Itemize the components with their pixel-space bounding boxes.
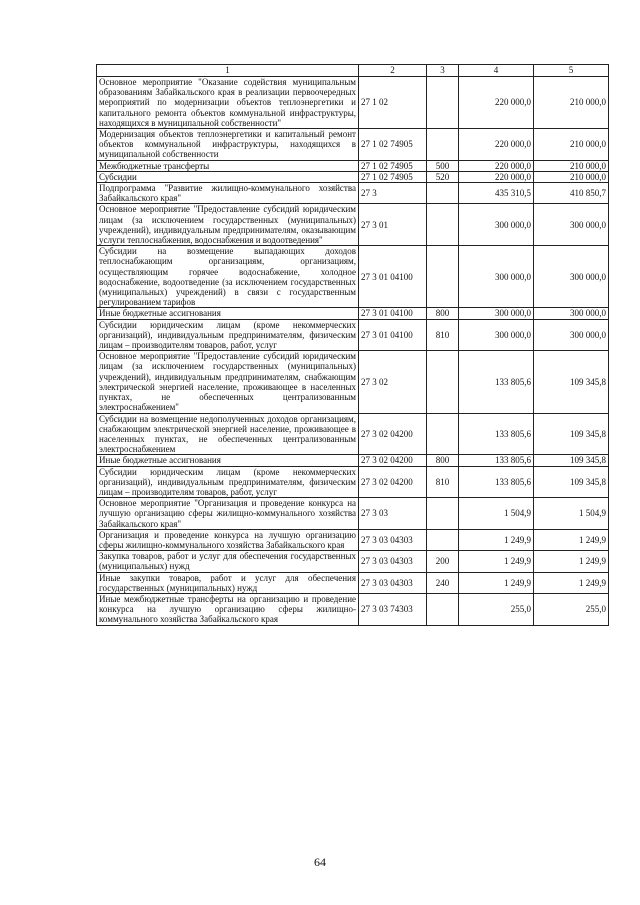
table-row [97, 466, 609, 498]
row-amount-2020-cell: 300 000,0 [534, 246, 609, 308]
table-header-row [97, 65, 609, 77]
row-expense-type-cell: 800 [427, 308, 459, 319]
table-row [97, 551, 609, 572]
row-amount-2020-cell: 410 850,7 [534, 183, 609, 204]
row-amount-2019-cell: 1 504,9 [459, 498, 534, 530]
row-expense-type-cell: 810 [427, 466, 459, 498]
row-name-cell: Иные бюджетные ассигнования [97, 455, 359, 466]
row-expense-type-cell [427, 204, 459, 246]
row-code-cell: 27 3 02 04200 [359, 466, 427, 498]
row-amount-2019-cell: 220 000,0 [459, 171, 534, 182]
row-expense-type-cell: 800 [427, 455, 459, 466]
row-expense-type-cell [427, 183, 459, 204]
row-amount-2020-cell: 1 249,9 [534, 572, 609, 593]
row-name-cell: Основное мероприятие "Предоставление субсидий юридическим лицам (за исключением государственных (муниципальных) учреждений), индивидуальным предпринимателям, снабжающим электрической энергией население, проживающее в населенных пунктах, не обеспеченных централизованным электроснабжением" [97, 351, 359, 413]
row-amount-2019-cell: 133 805,6 [459, 455, 534, 466]
row-expense-type-cell [427, 413, 459, 455]
budget-table [96, 64, 609, 626]
row-name-cell: Закупка товаров, работ и услуг для обеспечения государственных (муниципальных) нужд [97, 551, 359, 572]
row-amount-2020-cell: 210 000,0 [534, 171, 609, 182]
table-row [97, 351, 609, 413]
row-amount-2020-cell: 109 345,8 [534, 351, 609, 413]
row-amount-2019-cell: 133 805,6 [459, 466, 534, 498]
table-row [97, 246, 609, 308]
row-amount-2019-cell: 220 000,0 [459, 129, 534, 161]
row-amount-2020-cell: 300 000,0 [534, 204, 609, 246]
row-amount-2019-cell: 133 805,6 [459, 351, 534, 413]
row-code-cell: 27 3 03 74303 [359, 593, 427, 625]
table-row [97, 319, 609, 351]
row-code-cell: 27 3 01 04100 [359, 246, 427, 308]
row-expense-type-cell [427, 246, 459, 308]
row-amount-2020-cell: 210 000,0 [534, 160, 609, 171]
header-col-4: 4 [459, 65, 534, 77]
row-code-cell: 27 1 02 74905 [359, 129, 427, 161]
row-amount-2020-cell: 1 249,9 [534, 529, 609, 550]
table-row [97, 308, 609, 319]
row-amount-2019-cell: 300 000,0 [459, 204, 534, 246]
row-name-cell: Субсидии на возмещение выпадающих доходов теплоснабжающим организациям, организациям, осуществляющим горячее водоснабжение, холодное водоснабжение, водоотведение (за исключением государственных (муниципальных) учреждений) в связи с государственным регулированием тарифов [97, 246, 359, 308]
row-amount-2020-cell: 109 345,8 [534, 413, 609, 455]
row-name-cell: Подпрограмма "Развитие жилищно-коммунального хозяйства Забайкальского края" [97, 183, 359, 204]
row-name-cell: Субсидии [97, 171, 359, 182]
row-amount-2020-cell: 255,0 [534, 593, 609, 625]
row-name-cell: Модернизация объектов теплоэнергетики и капитальный ремонт объектов коммунальной инфраструктуры, находящихся в муниципальной собственности [97, 129, 359, 161]
row-code-cell: 27 3 01 04100 [359, 319, 427, 351]
row-amount-2019-cell: 435 310,5 [459, 183, 534, 204]
row-amount-2019-cell: 1 249,9 [459, 529, 534, 550]
row-expense-type-cell: 240 [427, 572, 459, 593]
row-code-cell: 27 3 02 [359, 351, 427, 413]
row-name-cell: Иные бюджетные ассигнования [97, 308, 359, 319]
row-amount-2019-cell: 1 249,9 [459, 551, 534, 572]
row-code-cell: 27 1 02 74905 [359, 160, 427, 171]
row-amount-2019-cell: 300 000,0 [459, 308, 534, 319]
row-expense-type-cell: 500 [427, 160, 459, 171]
row-amount-2020-cell: 210 000,0 [534, 77, 609, 129]
row-amount-2019-cell: 300 000,0 [459, 246, 534, 308]
row-code-cell: 27 1 02 74905 [359, 171, 427, 182]
table-row [97, 529, 609, 550]
row-name-cell: Субсидии на возмещение недополученных доходов организациям, снабжающим электрической энергией население, проживающее в населенных пунктах, не обеспеченных централизованным электроснабжением [97, 413, 359, 455]
row-expense-type-cell [427, 129, 459, 161]
row-name-cell: Основное мероприятие "Предоставление субсидий юридическим лицам (за исключением государственных (муниципальных) учреждений), индивидуальным предпринимателям, оказывающим услуги теплоснабжения, водоснабжения и водоотведения" [97, 204, 359, 246]
row-name-cell: Иные межбюджетные трансферты на организацию и проведение конкурса на лучшую организацию сферы жилищно-коммунального хозяйства Забайкальского края [97, 593, 359, 625]
page-number: 64 [314, 855, 326, 869]
row-name-cell: Субсидии юридическим лицам (кроме некоммерческих организаций), индивидуальным предпринимателям, физическим лицам – производителям товаров, работ, услуг [97, 319, 359, 351]
header-col-3: 3 [427, 65, 459, 77]
table-row [97, 572, 609, 593]
row-expense-type-cell: 520 [427, 171, 459, 182]
row-amount-2020-cell: 109 345,8 [534, 455, 609, 466]
row-expense-type-cell [427, 351, 459, 413]
row-code-cell: 27 3 02 04200 [359, 455, 427, 466]
table-row [97, 593, 609, 625]
row-expense-type-cell: 200 [427, 551, 459, 572]
table-row [97, 413, 609, 455]
row-amount-2019-cell: 220 000,0 [459, 160, 534, 171]
row-code-cell: 27 3 03 04303 [359, 551, 427, 572]
header-col-5: 5 [534, 65, 609, 77]
table-row [97, 77, 609, 129]
row-name-cell: Межбюджетные трансферты [97, 160, 359, 171]
table-row [97, 204, 609, 246]
row-amount-2020-cell: 109 345,8 [534, 466, 609, 498]
row-name-cell: Иные закупки товаров, работ и услуг для обеспечения государственных (муниципальных) нужд [97, 572, 359, 593]
row-expense-type-cell [427, 498, 459, 530]
row-amount-2020-cell: 1 504,9 [534, 498, 609, 530]
row-code-cell: 27 3 01 04100 [359, 308, 427, 319]
table-row [97, 160, 609, 171]
row-expense-type-cell [427, 529, 459, 550]
row-amount-2020-cell: 300 000,0 [534, 319, 609, 351]
table-row [97, 171, 609, 182]
row-code-cell: 27 1 02 [359, 77, 427, 129]
row-name-cell: Субсидии юридическим лицам (кроме некоммерческих организаций), индивидуальным предпринимателям, физическим лицам – производителям товаров, работ, услуг [97, 466, 359, 498]
row-code-cell: 27 3 02 04200 [359, 413, 427, 455]
row-name-cell: Организация и проведение конкурса на лучшую организацию сферы жилищно-коммунального хозяйства Забайкальского края [97, 529, 359, 550]
table-row [97, 498, 609, 530]
row-amount-2019-cell: 255,0 [459, 593, 534, 625]
row-name-cell: Основное мероприятие "Оказание содействия муниципальным образованиям Забайкальского края в реализации первоочередных мероприятий по модернизации объектов теплоэнергетики и капитального ремонта объектов коммунальной инфраструктуры, находящихся в муниципальной собственности" [97, 77, 359, 129]
row-amount-2019-cell: 1 249,9 [459, 572, 534, 593]
header-col-1: 1 [97, 65, 359, 77]
row-code-cell: 27 3 03 [359, 498, 427, 530]
row-amount-2019-cell: 220 000,0 [459, 77, 534, 129]
table-row [97, 455, 609, 466]
row-code-cell: 27 3 [359, 183, 427, 204]
row-amount-2019-cell: 133 805,6 [459, 413, 534, 455]
row-amount-2019-cell: 300 000,0 [459, 319, 534, 351]
table-row [97, 183, 609, 204]
row-amount-2020-cell: 300 000,0 [534, 308, 609, 319]
row-code-cell: 27 3 03 04303 [359, 572, 427, 593]
row-amount-2020-cell: 210 000,0 [534, 129, 609, 161]
row-expense-type-cell [427, 593, 459, 625]
row-code-cell: 27 3 01 [359, 204, 427, 246]
row-name-cell: Основное мероприятие "Организация и проведение конкурса на лучшую организацию сферы жилищно-коммунального хозяйства Забайкальского края" [97, 498, 359, 530]
header-col-2: 2 [359, 65, 427, 77]
table-row [97, 129, 609, 161]
row-code-cell: 27 3 03 04303 [359, 529, 427, 550]
row-expense-type-cell: 810 [427, 319, 459, 351]
row-expense-type-cell [427, 77, 459, 129]
row-amount-2020-cell: 1 249,9 [534, 551, 609, 572]
